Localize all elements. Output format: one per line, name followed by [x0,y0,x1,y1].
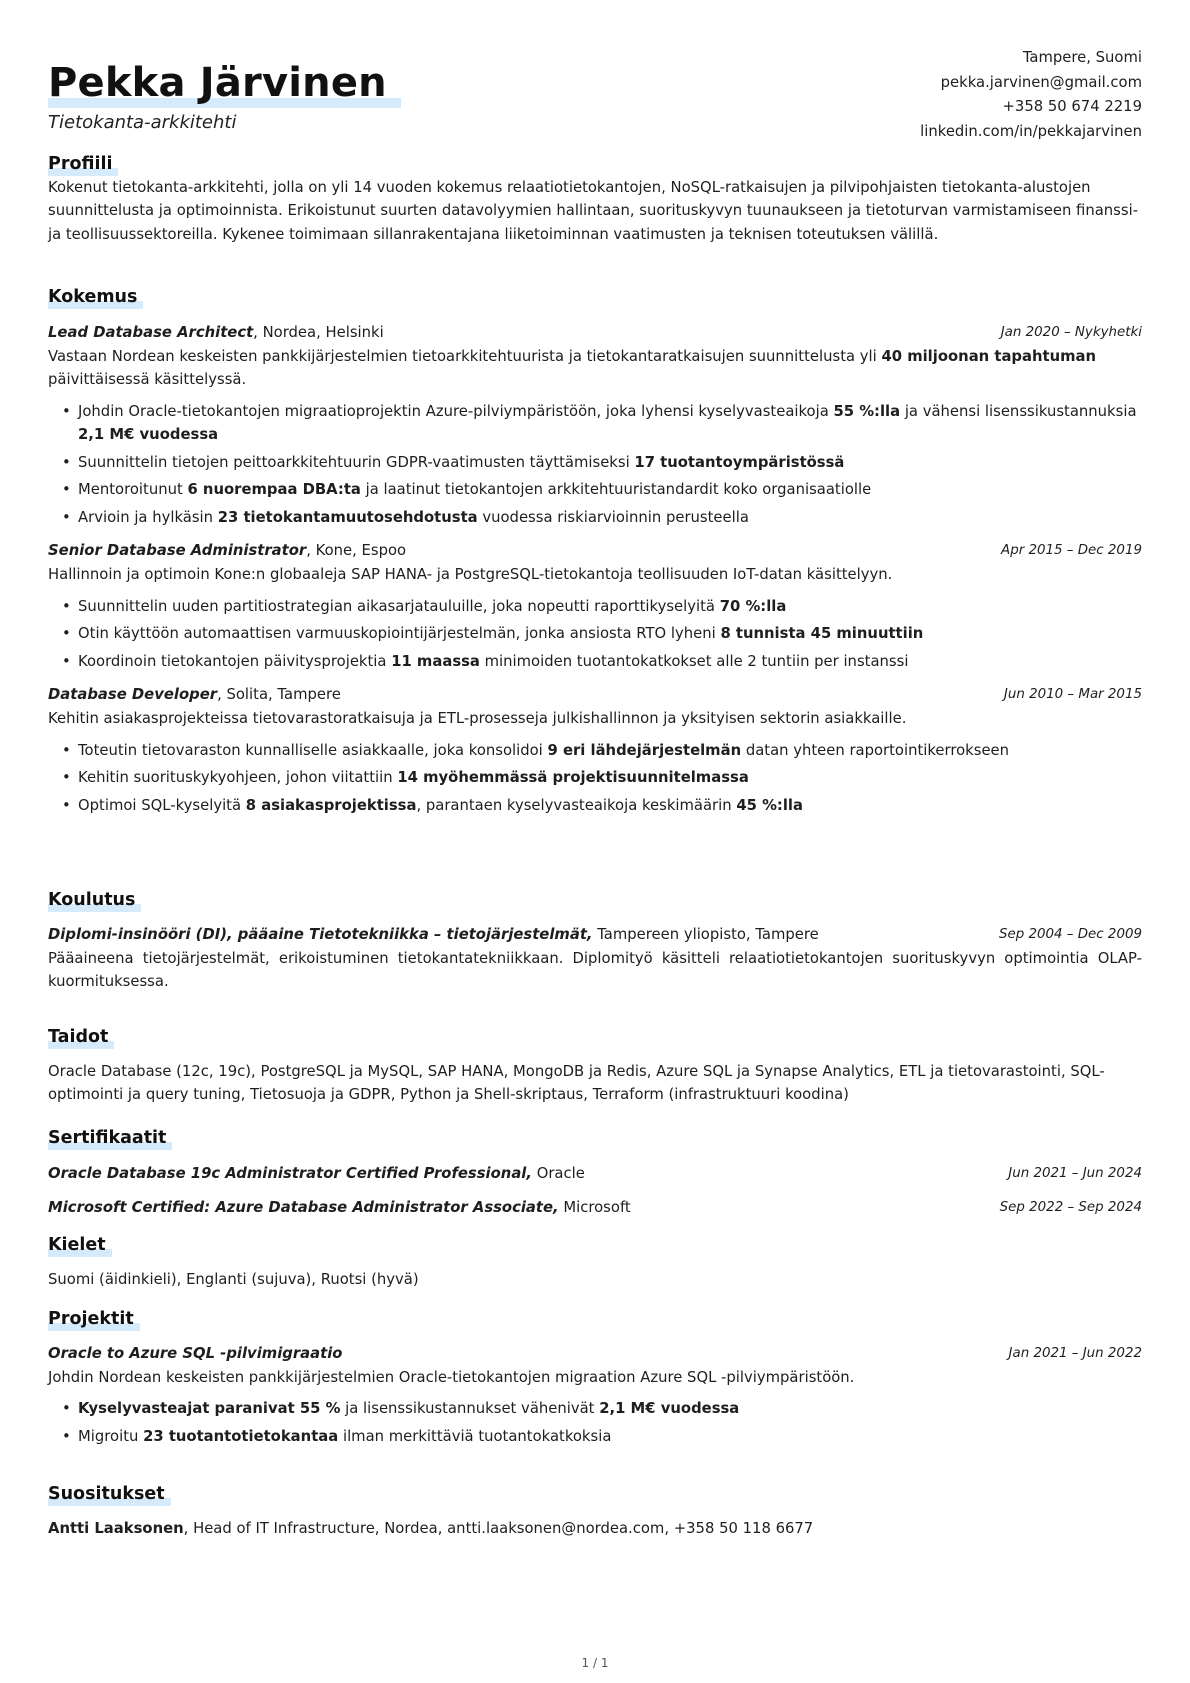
reference-details: , Head of IT Infrastructure, Nordea, antti.laaksonen@nordea.com, +358 50 118 6677 [183,1519,814,1537]
contact-block [920,46,1142,144]
section-heading: Kielet [48,1233,112,1257]
languages-text: Suomi (äidinkieli), Englanti (sujuva), Ruotsi (hyvä) [48,1270,419,1288]
section-heading: Sertifikaatit [48,1126,172,1150]
certification-name: Oracle Database 19c Administrator Certified Professional, [48,1164,532,1182]
bullet-item: • Migroitu 23 tuotantotietokantaa ilman merkittäviä tuotantokatkoksia [48,1425,1142,1449]
job-description: Hallinnoin ja optimoin Kone:n globaaleja SAP HANA- ja PostgreSQL-tietokantoja teollisuuden IoT-datan käsittelyyn. [48,566,893,583]
section-heading: Projektit [48,1307,140,1331]
job-org: , Nordea, Helsinki [253,323,384,341]
job-title: Tietokanta-arkkitehti [48,112,237,133]
bullet-item: • Mentoroitunut 6 nuorempaa DBA:ta ja laatinut tietokantojen arkkitehtuuristandardit koko organisaatiolle [48,478,1142,502]
job-description: Vastaan Nordean keskeisten pankkijärjestelmien tietoarkkitehtuurista ja tietokantaratkaisujen suunnittelusta yli 40 miljoonan tapahtuman päivittäisessä käsittelyssä. [48,347,1097,388]
job-entry [48,321,1142,530]
project-header [48,1342,1142,1366]
bullet-item: • Toteutin tietovaraston kunnalliselle asiakkaalle, joka konsolidoi 9 eri lähdejärjestelmän datan yhteen raportointikerrokseen [48,739,1142,763]
section-skills [48,1025,1142,1107]
certification-name: Microsoft Certified: Azure Database Administrator Associate, [48,1198,559,1216]
bullet-item: • Johdin Oracle-tietokantojen migraatioprojektin Azure-pilviympäristöön, joka lyhensi kyselyvasteaikoja 55 %:lla ja vähensi lisenssikustannuksia 2,1 M€ vuodessa [48,400,1142,447]
job-bullets [48,400,1142,530]
job-dates: Jun 2010 – Mar 2015 [1003,687,1142,702]
education-header [48,923,1142,947]
certification-dates: Sep 2022 – Sep 2024 [999,1199,1142,1215]
job-role: Senior Database Administrator [48,542,307,559]
bullet-item: • Suunnittelin uuden partitiostrategian aikasarjatauluille, joka nopeutti raporttikyselyitä 70 %:lla [48,595,1142,619]
contact-phone: +358 50 674 2219 [1002,98,1142,115]
section-references [48,1482,1142,1540]
certification-dates: Jun 2021 – Jun 2024 [1008,1165,1142,1181]
section-heading: Koulutus [48,888,141,912]
section-heading: Suositukset [48,1482,171,1506]
certification-item [48,1162,1142,1186]
degree: Diplomi-insinööri (DI), pääaine Tietotekniikka – tietojärjestelmät, [48,925,593,943]
section-heading: Profiili [48,152,118,176]
job-entry [48,539,1142,673]
education-description: Pääaineena tietojärjestelmät, erikoistuminen tietokantatekniikkaan. Diplomityö käsitteli relaatiotietokantojen suorituskyvyn optimointia OLAP-kuormituksessa. [48,949,1142,990]
section-projects [48,1307,1142,1452]
bullet-item: • Optimoi SQL-kyselyitä 8 asiakasprojektissa, parantaen kyselyvasteaikoja keskimäärin 45 %:lla [48,794,1142,818]
section-experience [48,285,1142,821]
certification-issuer: Oracle [532,1164,585,1182]
job-dates: Jan 2020 – Nykyhetki [1000,324,1142,340]
reference-name: Antti Laaksonen [48,1519,184,1537]
bullet-item: • Suunnittelin tietojen peittoarkkitehtuurin GDPR-vaatimusten täyttämiseksi 17 tuotantoympäristössä [48,451,1142,475]
bullet-item: • Otin käyttöön automaattisen varmuuskopiointijärjestelmän, jonka ansiosta RTO lyheni 8 tunnista 45 minuuttiin [48,622,1142,646]
job-org: , Kone, Espoo [306,542,407,559]
section-education [48,888,1142,994]
certification-item [48,1196,1142,1220]
job-role: Database Developer [48,686,218,703]
section-profile [48,152,1142,246]
job-header [48,683,1142,707]
contact-email[interactable]: pekka.jarvinen@gmail.com [940,73,1142,91]
certification-issuer: Microsoft [558,1198,631,1216]
contact-location: Tampere, Suomi [1022,49,1142,66]
project-bullets [48,1397,1142,1448]
project-dates: Jan 2021 – Jun 2022 [1008,1345,1142,1361]
reference-entry [48,1517,1142,1541]
job-bullets [48,739,1142,818]
job-org: , Solita, Tampere [217,686,341,703]
job-description: Kehitin asiakasprojekteissa tietovarastoratkaisuja ja ETL-prosesseja julkishallinnon ja yksityisen sektorin asiakkaille. [48,710,907,727]
section-heading: Kokemus [48,285,143,309]
section-certifications [48,1126,1142,1220]
bullet-item: • Koordinoin tietokantojen päivitysprojektia 11 maassa minimoiden tuotantokatkokset alle 2 tuntiin per instanssi [48,650,1142,674]
page-number: 1 / 1 [581,1656,609,1670]
job-bullets [48,595,1142,674]
bullet-item: • Arvioin ja hylkäsin 23 tietokantamuutosehdotusta vuodessa riskiarvioinnin perusteella [48,506,1142,530]
candidate-name: Pekka Järvinen [48,58,401,108]
school: Tampereen yliopisto, Tampere [592,925,819,943]
job-header [48,539,1142,563]
job-role: Lead Database Architect [48,323,254,341]
skills-text: Oracle Database (12c, 19c), PostgreSQL ja MySQL, SAP HANA, MongoDB ja Redis, Azure SQL ja Synapse Analytics, ETL ja tietovarastointi, SQL-optimointi ja query tuning, Tietosuoja ja GDPR, Python ja Shell-skriptaus, Terraform (infrastruktuuri koodina) [48,1062,1105,1103]
job-dates: Apr 2015 – Dec 2019 [1001,543,1142,558]
job-entry [48,683,1142,817]
education-dates: Sep 2004 – Dec 2009 [998,926,1142,942]
project-name: Oracle to Azure SQL -pilvimigraatio [48,1344,343,1362]
section-heading: Taidot [48,1025,114,1049]
profile-text: Kokenut tietokanta-arkkitehti, jolla on yli 14 vuoden kokemus relaatiotietokantojen, NoSQL-ratkaisujen ja pilvipohjaisten tietokanta-alustojen suunnittelusta ja optimoinnista. Erikoistunut suurten datavolyymien hallintaan, suorituskyvyn tuunaukseen ja tietoturvan varmistamiseen finanssi- ja teollisuussektoreilla. Kykenee toimimaan sillanrakentajana liiketoiminnan vaatimusten ja teknisen toteutuksen välillä. [48,178,1139,243]
contact-linkedin[interactable]: linkedin.com/in/pekkajarvinen [920,122,1142,140]
section-languages [48,1233,1142,1291]
bullet-item: • Kyselyvasteajat paranivat 55 % ja lisenssikustannukset vähenivät 2,1 M€ vuodessa [48,1397,1142,1421]
bullet-item: • Kehitin suorituskykyohjeen, johon viitattiin 14 myöhemmässä projektisuunnitelmassa [48,766,1142,790]
project-description: Johdin Nordean keskeisten pankkijärjestelmien Oracle-tietokantojen migraation Azure SQL -pilviympäristöön. [48,1368,855,1386]
job-header [48,321,1142,345]
